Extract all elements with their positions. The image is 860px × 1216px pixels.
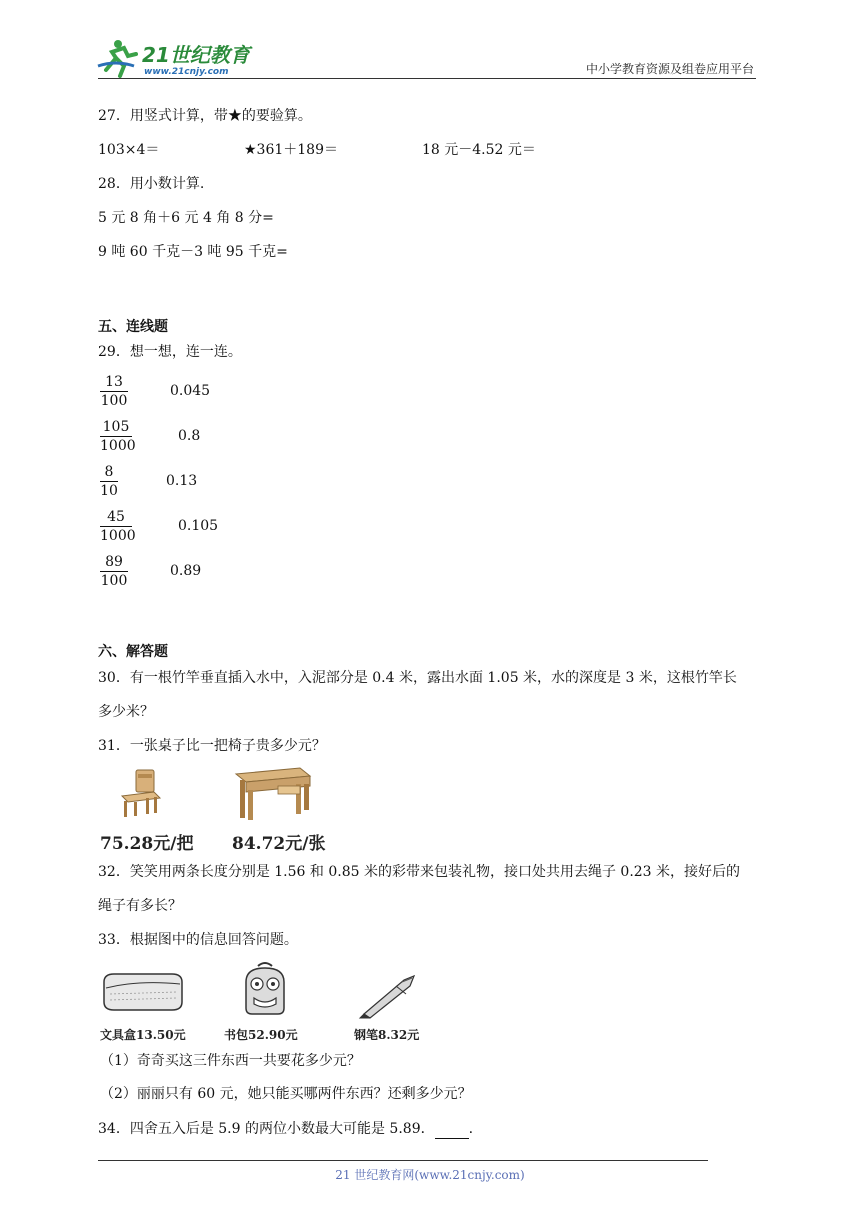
q30-line-2: 多少米？ xyxy=(98,704,154,720)
backpack-caption: 书包52.90元 xyxy=(224,1028,298,1042)
decimal-5: 0.89 xyxy=(170,563,202,579)
q34-suffix: . xyxy=(468,1121,474,1137)
q27-item-3: 18 元－4.52 元＝ xyxy=(422,142,536,158)
q31-prompt: 31．一张桌子比一把椅子贵多少元？ xyxy=(98,738,326,754)
fraction-4: 45 1000 xyxy=(100,509,136,544)
decimal-3: 0.13 xyxy=(166,473,198,489)
header-platform-text: 中小学教育资源及组卷应用平台 xyxy=(585,62,754,76)
q28-item-2: 9 吨 60 千克－3 吨 95 千克= xyxy=(98,244,288,260)
fraction-1: 13 100 xyxy=(100,374,128,409)
q34-answer-blank[interactable] xyxy=(435,1124,469,1139)
pencil-case-icon xyxy=(98,968,186,1016)
decimal-1: 0.045 xyxy=(170,383,211,399)
q27-item-1: 103×4＝ xyxy=(98,142,160,158)
fraction-3: 8 10 xyxy=(100,464,118,499)
footer-text: 21 世纪教育网(www.21cnjy.com) xyxy=(335,1168,525,1182)
q29-prompt: 29．想一想，连一连。 xyxy=(98,344,242,360)
q32-line-1: 32．笑笑用两条长度分别是 1.56 和 0.85 米的彩带来包装礼物，接口处共用去绳子 0.23 米，接好后的 xyxy=(98,864,741,880)
decimal-4: 0.105 xyxy=(178,518,219,534)
chair-icon xyxy=(116,768,164,820)
footer-divider xyxy=(98,1160,708,1161)
pen-caption: 钢笔8.32元 xyxy=(354,1028,420,1042)
q30-line-1: 30．有一根竹竿垂直插入水中，入泥部分是 0.4 米，露出水面 1.05 米，水的深度是 3 米，这根竹竿长 xyxy=(98,670,737,686)
fraction-2: 105 1000 xyxy=(100,419,136,454)
q32-line-2: 绳子有多长？ xyxy=(98,898,182,914)
desk-icon xyxy=(232,766,312,822)
q27-item-2: ★361＋189＝ xyxy=(244,142,338,158)
q34-prompt xyxy=(98,1119,473,1139)
pen-icon xyxy=(356,972,420,1020)
q33-sub-1: （1）奇奇买这三件东西一共要花多少元？ xyxy=(100,1053,361,1069)
chair-price: 75.28元/把 xyxy=(100,834,194,854)
q34-text: 34．四舍五入后是 5.9 的两位小数最大可能是 5.89． xyxy=(98,1121,435,1137)
q28-item-1: 5 元 8 角＋6 元 4 角 8 分= xyxy=(98,210,274,226)
fraction-5: 89 100 xyxy=(100,554,128,589)
section-5-title: 五、连线题 xyxy=(98,319,168,335)
site-logo xyxy=(96,36,266,80)
runner-logo-icon xyxy=(96,36,266,80)
decimal-2: 0.8 xyxy=(178,428,201,444)
pencil-case-caption: 文具盒13.50元 xyxy=(100,1028,186,1042)
desk-price: 84.72元/张 xyxy=(232,834,326,854)
backpack-icon xyxy=(240,960,290,1018)
section-6-title: 六、解答题 xyxy=(98,644,168,660)
q33-prompt: 33．根据图中的信息回答问题。 xyxy=(98,932,298,948)
q27-prompt: 27．用竖式计算，带★的要验算。 xyxy=(98,108,312,124)
header-divider xyxy=(98,78,756,79)
q33-sub-2: （2）丽丽只有 60 元，她只能买哪两件东西？还剩多少元？ xyxy=(100,1086,472,1102)
svg-text:www.21cnjy.com: www.21cnjy.com xyxy=(144,67,229,77)
svg-text:21世纪教育: 21世纪教育 xyxy=(142,43,250,67)
q28-prompt: 28．用小数计算. xyxy=(98,176,205,192)
